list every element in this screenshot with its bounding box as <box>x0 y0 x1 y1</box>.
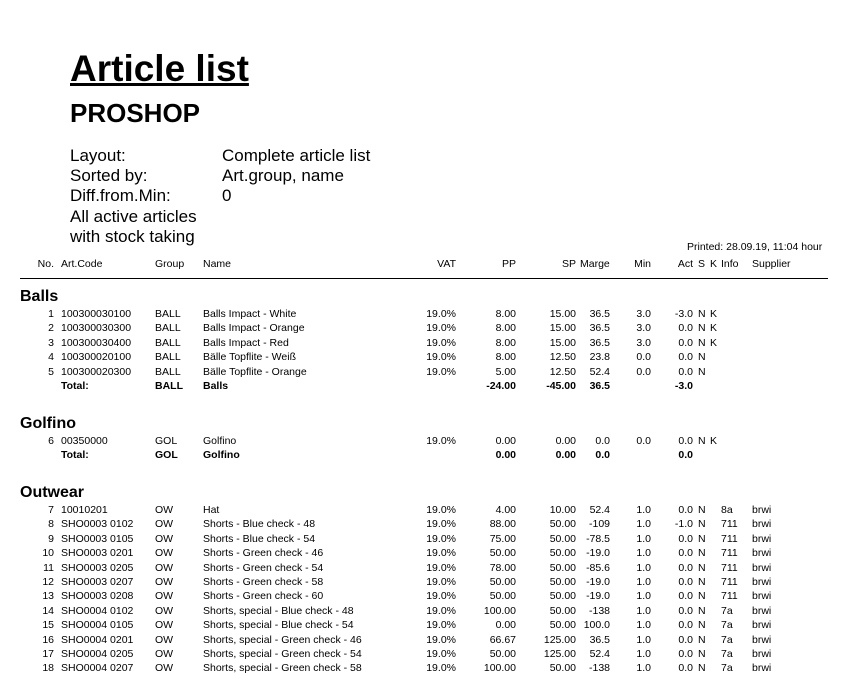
cell-no: 1 <box>48 308 54 320</box>
cell-sp: 50.00 <box>549 547 576 560</box>
cell-name: Bälle Topflite - Weiß <box>203 351 296 364</box>
cell-code: SHO0003 0105 <box>61 532 134 545</box>
cell-s: N <box>698 547 706 560</box>
cell-info: 8a <box>721 504 733 516</box>
cell-sp: 125.00 <box>543 648 576 660</box>
cell-code: 100300030400 <box>61 336 132 349</box>
cell-s: N <box>698 365 706 378</box>
cell-name: Golfino <box>203 435 237 447</box>
total-group: GOL <box>155 449 178 462</box>
cell-marge: 52.4 <box>589 365 610 378</box>
cell-sp: 50.00 <box>549 590 576 603</box>
cell-vat: 19.0% <box>426 435 456 447</box>
cell-min: 0.0 <box>636 365 651 378</box>
cell-min: 1.0 <box>636 518 651 531</box>
cell-act: 0.0 <box>678 504 693 516</box>
cell-marge: -19.0 <box>586 576 610 588</box>
cell-code: 100300030100 <box>61 308 132 320</box>
cell-s: N <box>698 633 706 646</box>
column-header-name: Name <box>203 258 232 270</box>
cell-k: K <box>710 336 718 349</box>
cell-sp: 15.00 <box>549 308 576 320</box>
cell-code: SHO0003 0208 <box>61 590 134 603</box>
total-act: 0.0 <box>678 449 693 462</box>
cell-s: N <box>698 576 706 588</box>
cell-vat: 19.0% <box>426 590 456 603</box>
cell-min: 0.0 <box>636 435 651 447</box>
cell-sp: 50.00 <box>549 518 576 531</box>
total-label: Total: <box>61 449 89 462</box>
cell-code: SHO0003 0102 <box>61 518 134 531</box>
cell-marge: 36.5 <box>589 322 610 335</box>
cell-info: 7a <box>721 619 733 632</box>
cell-marge: 36.5 <box>589 308 610 320</box>
cell-name: Shorts, special - Blue check - 48 <box>203 604 354 617</box>
cell-code: SHO0004 0102 <box>61 604 134 617</box>
cell-act: 0.0 <box>678 351 693 364</box>
cell-vat: 19.0% <box>426 547 456 560</box>
cell-s: N <box>698 504 706 516</box>
cell-marge: 36.5 <box>589 633 610 646</box>
cell-act: 0.0 <box>678 336 693 349</box>
cell-vat: 19.0% <box>426 576 456 588</box>
cell-group: OW <box>155 604 174 617</box>
cell-name: Shorts - Green check - 46 <box>203 547 324 560</box>
cell-name: Shorts - Green check - 58 <box>203 576 324 588</box>
cell-sp: 15.00 <box>549 336 576 349</box>
cell-pp: 8.00 <box>495 308 516 320</box>
cell-no: 3 <box>48 336 54 349</box>
report-title: Article list <box>70 48 249 89</box>
cell-pp: 8.00 <box>495 336 516 349</box>
cell-s: N <box>698 604 706 617</box>
cell-code: SHO0003 0207 <box>61 576 134 588</box>
cell-code: 100300020100 <box>61 351 132 364</box>
cell-supplier: brwi <box>752 619 772 632</box>
cell-act: 0.0 <box>678 435 693 447</box>
total-sp: -45.00 <box>546 380 576 392</box>
meta-row <box>70 227 370 247</box>
cell-min: 1.0 <box>636 504 651 516</box>
cell-supplier: brwi <box>752 648 772 660</box>
cell-no: 11 <box>43 561 54 574</box>
cell-act: -1.0 <box>674 518 693 531</box>
cell-group: OW <box>155 633 174 646</box>
cell-sp: 50.00 <box>549 532 576 545</box>
cell-info: 711 <box>721 518 738 531</box>
cell-code: SHO0003 0205 <box>61 561 134 574</box>
cell-pp: 66.67 <box>489 633 516 646</box>
cell-pp: 88.00 <box>489 518 516 531</box>
cell-pp: 100.00 <box>483 662 516 675</box>
cell-info: 711 <box>721 590 738 603</box>
column-header-marge: Marge <box>580 258 610 270</box>
cell-min: 1.0 <box>636 576 651 588</box>
cell-min: 1.0 <box>636 633 651 646</box>
cell-min: 1.0 <box>636 662 651 675</box>
cell-no: 13 <box>42 590 54 603</box>
cell-name: Shorts, special - Green check - 54 <box>203 648 362 660</box>
cell-marge: 52.4 <box>589 504 610 516</box>
cell-marge: 100.0 <box>583 619 610 632</box>
cell-name: Shorts, special - Green check - 46 <box>203 633 362 646</box>
cell-vat: 19.0% <box>426 351 456 364</box>
cell-vat: 19.0% <box>426 662 456 675</box>
cell-group: BALL <box>155 365 181 378</box>
total-marge: 36.5 <box>589 380 610 392</box>
cell-info: 7a <box>721 648 733 660</box>
cell-sp: 15.00 <box>549 322 576 335</box>
meta-value: Art.group, name <box>222 166 344 186</box>
report-meta <box>70 146 370 247</box>
cell-supplier: brwi <box>752 532 772 545</box>
cell-min: 1.0 <box>636 590 651 603</box>
cell-act: 0.0 <box>678 561 693 574</box>
total-name: Balls <box>203 380 229 392</box>
meta-row <box>70 166 370 186</box>
column-header-vat: VAT <box>437 258 456 270</box>
cell-pp: 75.00 <box>489 532 516 545</box>
cell-act: 0.0 <box>678 576 693 588</box>
cell-min: 1.0 <box>636 604 651 617</box>
cell-act: 0.0 <box>678 604 693 617</box>
cell-act: 0.0 <box>678 662 693 675</box>
cell-no: 8 <box>48 518 54 531</box>
cell-info: 711 <box>721 547 738 560</box>
cell-vat: 19.0% <box>426 504 456 516</box>
cell-sp: 50.00 <box>549 662 576 675</box>
meta-value: 0 <box>222 186 232 206</box>
cell-vat: 19.0% <box>426 619 456 632</box>
cell-name: Shorts - Blue check - 48 <box>203 518 316 531</box>
cell-marge: -138 <box>588 662 610 675</box>
cell-marge: -19.0 <box>586 547 610 560</box>
total-name: Golfino <box>203 449 240 462</box>
cell-s: N <box>698 532 706 545</box>
cell-act: 0.0 <box>678 322 693 335</box>
cell-min: 1.0 <box>636 532 651 545</box>
cell-pp: 50.00 <box>489 648 516 660</box>
cell-group: OW <box>155 590 174 603</box>
meta-label: Diff.from.Min: <box>70 186 171 206</box>
cell-s: N <box>698 662 706 675</box>
cell-act: 0.0 <box>678 648 693 660</box>
cell-info: 711 <box>721 576 738 588</box>
cell-info: 711 <box>721 561 738 574</box>
column-header-supplier: Supplier <box>752 258 791 270</box>
cell-s: N <box>698 435 706 447</box>
header-divider <box>20 278 828 279</box>
cell-code: 100300020300 <box>61 365 132 378</box>
cell-group: BALL <box>155 308 181 320</box>
cell-sp: 50.00 <box>549 619 576 632</box>
cell-sp: 50.00 <box>549 576 576 588</box>
cell-marge: 36.5 <box>589 336 610 349</box>
total-pp: -24.00 <box>486 380 516 392</box>
cell-k: K <box>710 308 718 320</box>
cell-pp: 0.00 <box>495 619 516 632</box>
cell-code: SHO0004 0207 <box>61 662 134 675</box>
cell-sp: 50.00 <box>549 561 576 574</box>
cell-supplier: brwi <box>752 604 772 617</box>
cell-code: SHO0004 0201 <box>61 633 134 646</box>
cell-no: 9 <box>48 532 54 545</box>
cell-s: N <box>698 561 706 574</box>
cell-vat: 19.0% <box>426 648 456 660</box>
cell-min: 0.0 <box>636 351 651 364</box>
cell-name: Shorts - Blue check - 54 <box>203 532 316 545</box>
cell-no: 4 <box>48 351 54 364</box>
cell-group: BALL <box>155 336 181 349</box>
report-subtitle: PROSHOP <box>70 98 201 128</box>
cell-supplier: brwi <box>752 576 772 588</box>
cell-act: 0.0 <box>678 547 693 560</box>
cell-info: 711 <box>721 532 738 545</box>
cell-pp: 100.00 <box>483 604 516 617</box>
meta-row <box>70 207 370 227</box>
meta-row <box>70 146 370 166</box>
cell-s: N <box>698 648 706 660</box>
meta-value: Complete article list <box>222 146 371 165</box>
cell-name: Balls Impact - Red <box>203 336 289 349</box>
cell-marge: -85.6 <box>586 561 610 574</box>
cell-marge: -109 <box>588 518 610 531</box>
cell-marge: 23.8 <box>589 351 610 364</box>
column-header-k: K <box>710 258 718 270</box>
cell-group: OW <box>155 576 174 588</box>
cell-name: Shorts, special - Blue check - 54 <box>203 619 354 632</box>
cell-no: 6 <box>48 435 54 447</box>
cell-code: 100300030300 <box>61 322 132 335</box>
cell-act: 0.0 <box>678 365 693 378</box>
cell-name: Balls Impact - Orange <box>203 322 305 335</box>
cell-code: 10010201 <box>61 504 108 516</box>
cell-group: BALL <box>155 351 181 364</box>
cell-pp: 4.00 <box>495 504 516 516</box>
cell-info: 7a <box>721 662 733 675</box>
printed-timestamp: Printed: 28.09.19, 11:04 hour <box>687 241 823 253</box>
cell-no: 14 <box>42 604 54 617</box>
cell-sp: 10.00 <box>549 504 576 516</box>
cell-pp: 5.00 <box>495 365 516 378</box>
cell-sp: 0.00 <box>555 435 576 447</box>
cell-marge: -138 <box>588 604 610 617</box>
cell-no: 18 <box>42 662 54 675</box>
cell-group: GOL <box>155 435 178 447</box>
total-label: Total: <box>61 380 89 392</box>
cell-s: N <box>698 518 706 531</box>
cell-act: 0.0 <box>678 633 693 646</box>
meta-label: All active articles <box>70 206 197 226</box>
cell-vat: 19.0% <box>426 322 456 335</box>
cell-supplier: brwi <box>752 590 772 603</box>
cell-s: N <box>698 590 706 603</box>
cell-vat: 19.0% <box>426 633 456 646</box>
cell-supplier: brwi <box>752 561 772 574</box>
cell-min: 1.0 <box>636 648 651 660</box>
cell-s: N <box>698 619 706 632</box>
cell-marge: 0.0 <box>595 435 610 447</box>
cell-k: K <box>710 435 718 447</box>
cell-no: 16 <box>42 633 54 646</box>
cell-name: Shorts - Green check - 54 <box>203 561 324 574</box>
column-header-no: No. <box>37 258 54 270</box>
meta-label: Layout: <box>70 146 126 165</box>
column-header-sp: SP <box>561 258 576 270</box>
cell-act: 0.0 <box>678 590 693 603</box>
cell-marge: -19.0 <box>586 590 610 603</box>
cell-pp: 50.00 <box>489 590 516 603</box>
cell-pp: 8.00 <box>495 322 516 335</box>
cell-no: 10 <box>42 547 54 560</box>
cell-code: 00350000 <box>61 435 108 447</box>
cell-supplier: brwi <box>752 504 772 516</box>
cell-supplier: brwi <box>752 518 772 531</box>
cell-name: Hat <box>203 504 220 516</box>
cell-pp: 8.00 <box>495 351 516 364</box>
cell-group: BALL <box>155 322 181 335</box>
meta-label: with stock taking <box>70 226 195 246</box>
cell-pp: 50.00 <box>489 547 516 560</box>
cell-supplier: brwi <box>752 547 772 560</box>
cell-group: OW <box>155 662 174 675</box>
total-pp: 0.00 <box>495 449 516 462</box>
cell-pp: 0.00 <box>495 435 516 447</box>
cell-no: 2 <box>48 322 54 335</box>
cell-s: N <box>698 351 706 364</box>
group-title: Balls <box>20 288 59 305</box>
cell-name: Balls Impact - White <box>203 308 297 320</box>
cell-group: OW <box>155 648 174 660</box>
cell-min: 3.0 <box>636 336 651 349</box>
meta-row <box>70 186 370 206</box>
cell-pp: 78.00 <box>489 561 516 574</box>
meta-label: Sorted by: <box>70 166 148 186</box>
cell-vat: 19.0% <box>426 604 456 617</box>
group-title: Golfino <box>20 415 76 432</box>
total-group: BALL <box>155 380 183 392</box>
cell-pp: 50.00 <box>489 576 516 588</box>
cell-no: 12 <box>42 576 54 588</box>
cell-vat: 19.0% <box>426 532 456 545</box>
cell-sp: 12.50 <box>549 365 576 378</box>
cell-supplier: brwi <box>752 633 772 646</box>
cell-info: 7a <box>721 633 733 646</box>
cell-group: OW <box>155 561 174 574</box>
cell-min: 3.0 <box>636 322 651 335</box>
cell-no: 7 <box>48 504 54 516</box>
column-header-pp: PP <box>501 258 516 270</box>
cell-min: 1.0 <box>636 561 651 574</box>
cell-k: K <box>710 322 718 335</box>
cell-vat: 19.0% <box>426 308 456 320</box>
cell-marge: 52.4 <box>589 648 610 660</box>
column-header-info: Info <box>721 258 739 270</box>
cell-sp: 12.50 <box>549 351 576 364</box>
cell-group: OW <box>155 504 174 516</box>
cell-vat: 19.0% <box>426 518 456 531</box>
cell-group: OW <box>155 547 174 560</box>
total-act: -3.0 <box>674 380 693 392</box>
cell-s: N <box>698 322 706 335</box>
cell-group: OW <box>155 518 174 531</box>
cell-min: 3.0 <box>636 308 651 320</box>
cell-min: 1.0 <box>636 619 651 632</box>
cell-no: 15 <box>42 619 54 632</box>
cell-vat: 19.0% <box>426 561 456 574</box>
column-header-min: Min <box>634 258 651 270</box>
column-header-s: S <box>698 258 706 270</box>
cell-s: N <box>698 336 706 349</box>
cell-no: 17 <box>42 648 54 660</box>
cell-marge: -78.5 <box>586 532 610 545</box>
column-header-act: Act <box>677 258 693 270</box>
cell-code: SHO0003 0201 <box>61 547 134 560</box>
cell-s: N <box>698 308 706 320</box>
cell-act: 0.0 <box>678 619 693 632</box>
cell-sp: 50.00 <box>549 604 576 617</box>
total-sp: 0.00 <box>555 449 576 462</box>
cell-no: 5 <box>48 365 54 378</box>
cell-group: OW <box>155 532 174 545</box>
cell-act: 0.0 <box>678 532 693 545</box>
column-header-group: Group <box>155 258 185 270</box>
cell-name: Bälle Topflite - Orange <box>203 365 307 378</box>
cell-name: Shorts - Green check - 60 <box>203 590 324 603</box>
column-header-code: Art.Code <box>61 258 103 270</box>
group-title: Outwear <box>20 484 85 501</box>
cell-name: Shorts, special - Green check - 58 <box>203 662 362 675</box>
cell-info: 7a <box>721 604 733 617</box>
cell-act: -3.0 <box>674 308 693 320</box>
cell-vat: 19.0% <box>426 365 456 378</box>
cell-supplier: brwi <box>752 662 772 675</box>
cell-min: 1.0 <box>636 547 651 560</box>
cell-code: SHO0004 0205 <box>61 648 134 660</box>
cell-code: SHO0004 0105 <box>61 619 134 632</box>
cell-vat: 19.0% <box>426 336 456 349</box>
cell-sp: 125.00 <box>543 633 576 646</box>
cell-group: OW <box>155 619 174 632</box>
total-marge: 0.0 <box>595 449 610 462</box>
